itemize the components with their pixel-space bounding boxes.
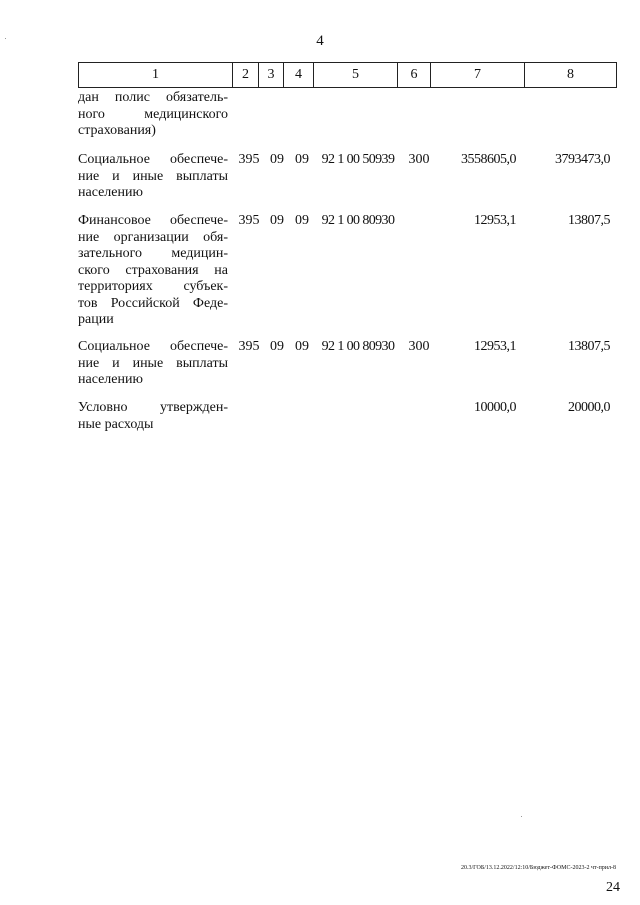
scan-speck — [521, 816, 522, 817]
label-line: рации — [78, 312, 114, 327]
cell-col-5: 92 1 00 50939 — [321, 152, 395, 167]
label-line: ные расходы — [78, 416, 154, 432]
header-col-4: 4 — [284, 63, 314, 88]
cell-col-2: 395 — [238, 339, 260, 354]
cell-col-4: 09 — [295, 339, 309, 354]
cell-col-6: 300 — [408, 339, 430, 354]
label-line: населению — [78, 185, 143, 200]
cell-col-7: 12953,1 — [474, 213, 516, 228]
table-row-label — [78, 400, 228, 433]
label-line: Финансовое обеспече- — [78, 213, 228, 228]
cell-col-8: 3793473,0 — [555, 152, 610, 167]
cell-col-6: 300 — [408, 152, 430, 167]
cell-col-2: 395 — [238, 213, 260, 228]
cell-col-3: 09 — [270, 152, 284, 167]
table-row-label — [78, 152, 228, 202]
cell-col-8: 20000,0 — [568, 400, 610, 415]
cell-col-8: 13807,5 — [568, 339, 610, 354]
cell-col-7: 10000,0 — [474, 400, 516, 415]
header-col-6: 6 — [398, 63, 431, 88]
header-col-2: 2 — [233, 63, 259, 88]
cell-col-5: 92 1 00 80930 — [321, 339, 395, 354]
footer-page-number: 24 — [606, 880, 620, 895]
table-row-label — [78, 90, 228, 140]
cell-col-7: 12953,1 — [474, 339, 516, 354]
header-col-1: 1 — [79, 63, 233, 88]
cell-col-2: 395 — [238, 152, 260, 167]
table-row-label — [78, 213, 228, 329]
scan-speck — [5, 38, 6, 39]
column-header-table — [78, 62, 617, 88]
table-row-label — [78, 339, 228, 389]
label-line: ского страхования на — [78, 262, 228, 278]
header-col-7: 7 — [431, 63, 525, 88]
label-line: Социальное обеспече- — [78, 152, 228, 167]
header-col-8: 8 — [525, 63, 617, 88]
page-number: 4 — [316, 33, 324, 49]
cell-col-3: 09 — [270, 213, 284, 228]
cell-col-7: 3558605,0 — [461, 152, 516, 167]
label-line: тов Российской Феде- — [78, 295, 228, 311]
label-line: ние организации обя- — [78, 229, 228, 245]
label-line: Социальное обеспече- — [78, 339, 228, 354]
cell-col-5: 92 1 00 80930 — [321, 213, 395, 228]
label-line: территориях субъек- — [78, 279, 228, 294]
label-line: дан полис обязатель- — [78, 90, 228, 105]
label-line: зательного медицин- — [78, 246, 228, 261]
label-line: Условно утвержден- — [78, 400, 228, 415]
label-line: страхования) — [78, 123, 156, 138]
label-line: ного медицинского — [78, 106, 228, 122]
header-row — [79, 63, 617, 88]
header-col-3: 3 — [259, 63, 284, 88]
label-line: населению — [78, 372, 143, 387]
cell-col-4: 09 — [295, 213, 309, 228]
label-line: ние и иные выплаты — [78, 168, 228, 184]
footer-document-code: 20.3/ГОБ/13.12.2022/12:10/Бюджет-ФОМС-2023-2 чт-прил-8 — [461, 865, 616, 871]
header-col-5: 5 — [314, 63, 398, 88]
cell-col-4: 09 — [295, 152, 309, 167]
cell-col-8: 13807,5 — [568, 213, 610, 228]
label-line: ние и иные выплаты — [78, 355, 228, 371]
cell-col-3: 09 — [270, 339, 284, 354]
